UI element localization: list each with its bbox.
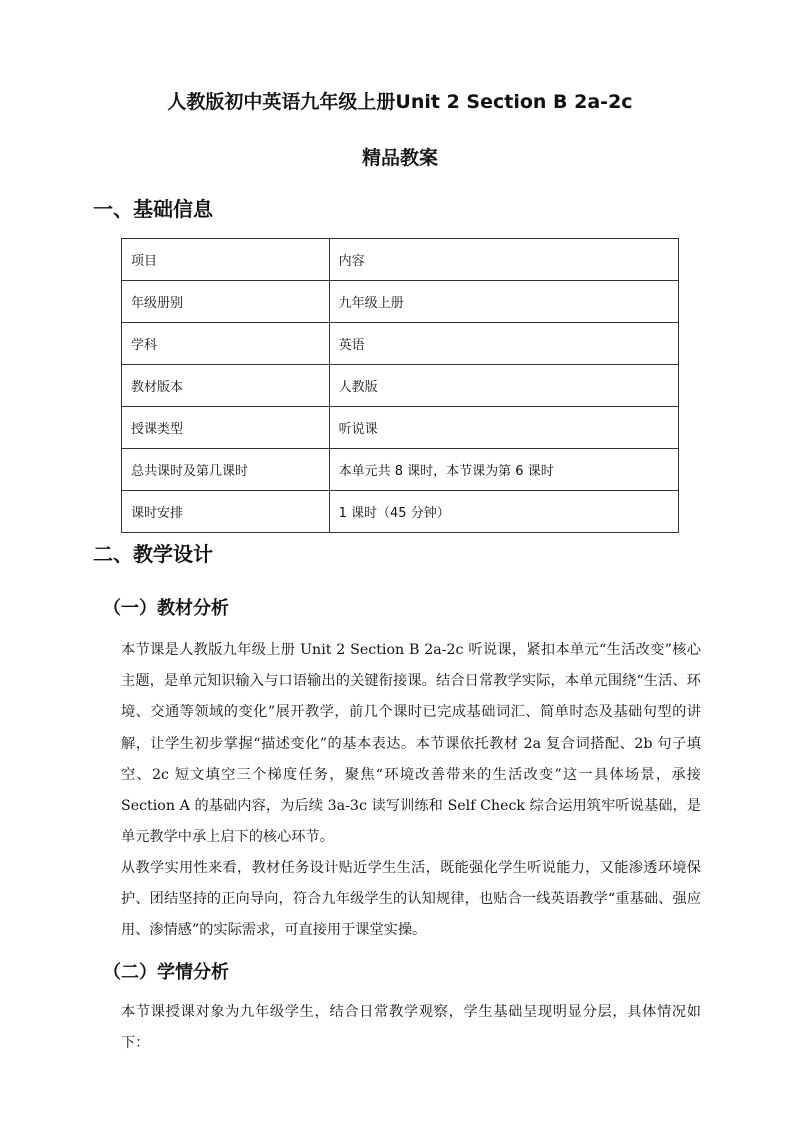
table-cell: 年级册别 — [122, 281, 330, 323]
table-cell: 九年级上册 — [329, 281, 678, 323]
table-cell: 学科 — [122, 323, 330, 365]
document-title: 人教版初中英语九年级上册Unit 2 Section B 2a-2c — [167, 91, 633, 113]
table-cell: 项目 — [122, 239, 330, 281]
table-cell: 人教版 — [329, 365, 678, 407]
table-cell: 本单元共 8 课时，本节课为第 6 课时 — [329, 449, 678, 491]
table-cell: 总共课时及第几课时 — [122, 449, 330, 491]
paragraph: 本节课是人教版九年级上册 Unit 2 Section B 2a-2c 听说课，紧扣本单元“生活改变”核心主题，是单元知识输入与口语输出的关键衔接课。结合日常教学实际，本单元围绕“生活、环境、交通等领域的变化”展开教学，前几个课时已完成基础词汇、简单时态及基础句型的讲解，让学生初步掌握“描述变化”的基本表达。本节课依托教材 2a 复合词搭配、2b 句子填空、2c 短文填空三个梯度任务，聚焦“环境改善带来的生活改变”这一具体场景，承接 Section A 的基础内容，为后续 3a-3c 读写训练和 Self Check 综合运用筑牢听说基础，是单元教学中承上启下的核心环节。 — [121, 642, 701, 846]
table-cell: 英语 — [329, 323, 678, 365]
table-row — [122, 407, 679, 449]
document-subtitle: 精品教案 — [361, 147, 438, 169]
table-row — [122, 323, 679, 365]
paragraph: 从教学实用性来看，教材任务设计贴近学生生活，既能强化学生听说能力，又能渗透环境保护、团结坚持的正向导向，符合九年级学生的认知规律，也贴合一线英语教学“重基础、强应用、渗情感”的实际需求，可直接用于课堂实操。 — [121, 860, 701, 939]
subsection-heading-student-analysis: （二）学情分析 — [103, 962, 229, 983]
table-row — [122, 449, 679, 491]
table-row — [122, 365, 679, 407]
section-heading-basic-info: 一、基础信息 — [93, 197, 213, 221]
table-cell: 听说课 — [329, 407, 678, 449]
table-cell: 教材版本 — [122, 365, 330, 407]
paragraph: 本节课授课对象为九年级学生，结合日常教学观察，学生基础呈现明显分层，具体情况如下： — [121, 1004, 701, 1052]
table-cell: 内容 — [329, 239, 678, 281]
table-row — [122, 239, 679, 281]
table-cell: 1 课时（45 分钟） — [329, 491, 678, 533]
subsection-heading-material-analysis: （一）教材分析 — [103, 598, 229, 619]
table-cell: 课时安排 — [122, 491, 330, 533]
section-heading-teaching-design: 二、教学设计 — [93, 542, 213, 566]
table-row — [122, 491, 679, 533]
table-cell: 授课类型 — [122, 407, 330, 449]
basic-info-table — [121, 238, 679, 533]
table-row — [122, 281, 679, 323]
